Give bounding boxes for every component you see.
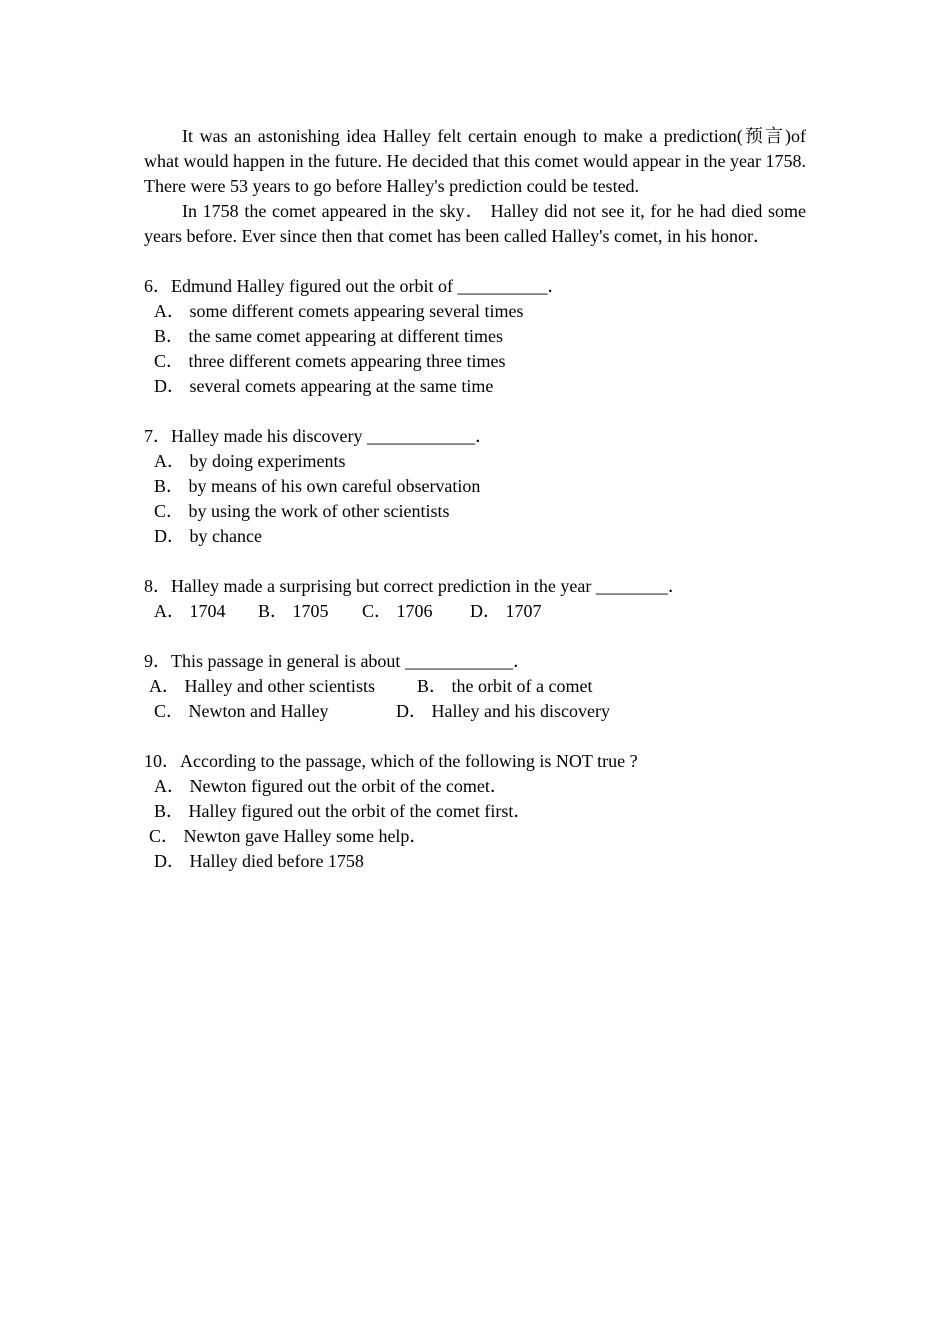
option-a: A． Newton figured out the orbit of the comet．	[154, 776, 508, 796]
question-stem: 10．According to the passage, which of the following is NOT true ?	[144, 751, 638, 771]
passage-paragraph-1: It was an astonishing idea Halley felt certain enough to make a prediction(预言)of what would happen in the future. He decided that this comet would appear in the year 1758. There were 53 years to go before Halley's prediction could be tested.	[144, 126, 806, 196]
option-b: B． by means of his own careful observation	[154, 476, 481, 496]
question-stem: 9．This passage in general is about ____________．	[144, 651, 531, 671]
option-a: A． 1704	[154, 601, 226, 621]
option-d: D． Halley and his discovery	[396, 701, 610, 721]
passage-paragraph-2: In 1758 the comet appeared in the sky． Halley did not see it, for he had died some years before. Ever since then that comet has been called Halley's comet, in his honor．	[144, 201, 806, 246]
option-d: D． 1707	[470, 601, 542, 621]
question-6	[144, 274, 806, 399]
option-b: B． the orbit of a comet	[417, 676, 593, 696]
question-stem: 6．Edmund Halley figured out the orbit of __________．	[144, 276, 566, 296]
options-row-1	[144, 674, 806, 699]
option-a: A． some different comets appearing several times	[154, 301, 524, 321]
question-stem: 7．Halley made his discovery ____________．	[144, 426, 493, 446]
options-row-2	[144, 699, 806, 724]
question-8	[144, 574, 806, 624]
option-d: D． Halley died before 1758	[154, 851, 364, 871]
option-c: C． Newton gave Halley some help．	[149, 826, 428, 846]
document-page	[144, 124, 806, 874]
option-d: D． several comets appearing at the same time	[154, 376, 494, 396]
option-a: A． Halley and other scientists	[149, 676, 375, 696]
option-b: B． the same comet appearing at different times	[154, 326, 504, 346]
option-d: D． by chance	[154, 526, 262, 546]
option-c: C． 1706	[362, 601, 433, 621]
option-b: B． Halley figured out the orbit of the comet first．	[154, 801, 532, 821]
question-10	[144, 749, 806, 874]
option-c: C． by using the work of other scientists	[154, 501, 450, 521]
options-row	[144, 599, 806, 624]
question-7	[144, 424, 806, 549]
question-9	[144, 649, 806, 724]
option-b: B． 1705	[258, 601, 329, 621]
question-stem: 8．Halley made a surprising but correct prediction in the year ________．	[144, 576, 686, 596]
option-c: C． Newton and Halley	[154, 701, 329, 721]
option-a: A． by doing experiments	[154, 451, 346, 471]
option-c: C． three different comets appearing three times	[154, 351, 506, 371]
